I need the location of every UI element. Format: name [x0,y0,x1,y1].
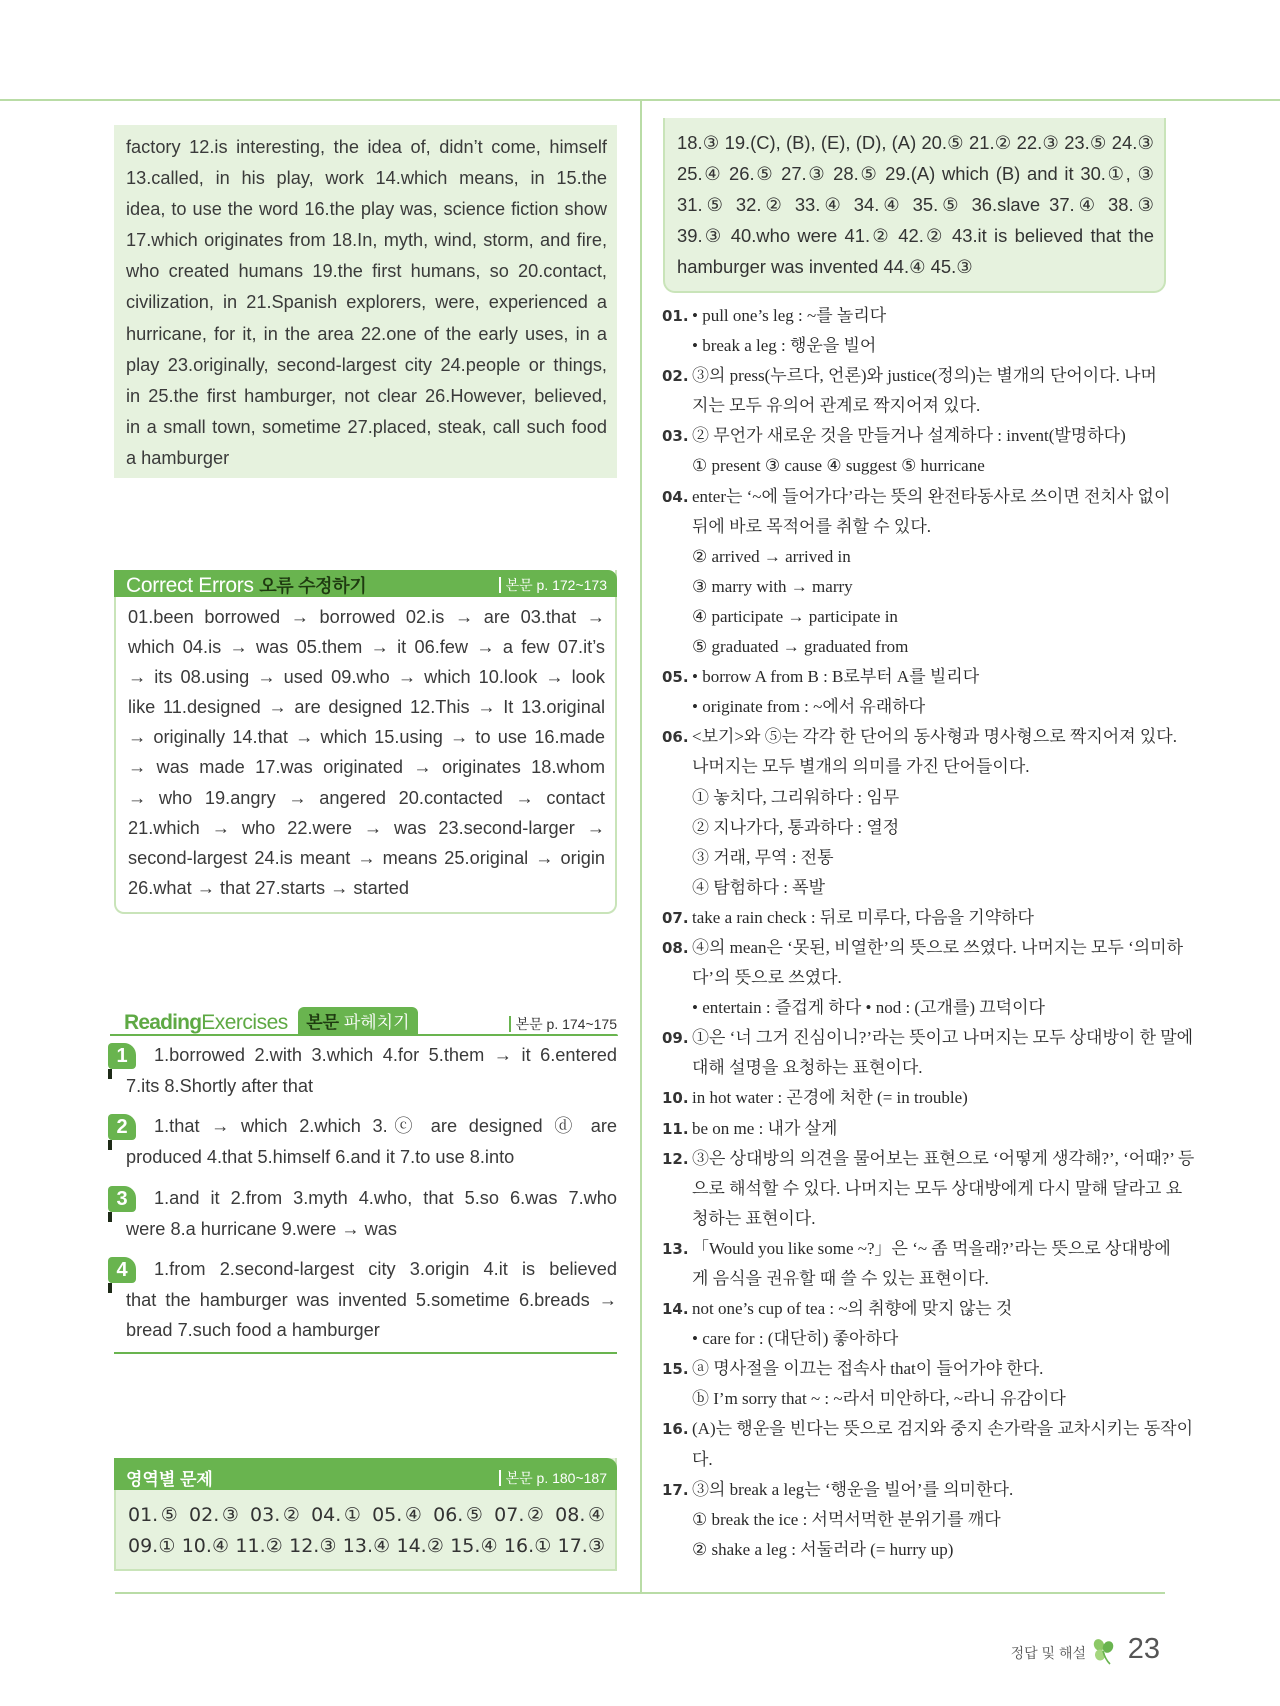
answer-line: 13.called, in his play, work 14.which means, in 15.the [126,168,607,189]
correct-errors-section [114,570,617,914]
explanation-line: (A)는 행운을 빈다는 뜻으로 검지와 중지 손가락을 교차시키는 동작이 [692,1419,1193,1439]
explanation-line: ④ participate → participate in [692,606,898,626]
section-title: 영역별 문제 [126,1470,213,1489]
explanation-line: ⑤ graduated → graduated from [692,637,909,657]
answer-line: produced 4.that 5.himself 6.and it 7.to use 8.into [126,1146,515,1167]
section-title-light: Exercises [201,1011,288,1034]
answer-line: 18.③ 19.(C), (B), (E), (D), (A) 20.⑤ 21.② 22.③ 23.⑤ 24.③ [677,132,1154,153]
explanation-line: ② shake a leg : 서둘러라 (= hurry up) [692,1539,954,1559]
section-title-en: Correct Errors [126,574,254,597]
area-problems-section [114,1458,617,1571]
explanation-item [662,1354,1172,1414]
answer-line: → who 19.angry → angered 20.contacted → contact [128,787,605,808]
column-divider [640,101,642,1593]
explanation-number: 10. [662,1089,689,1108]
explanation-number: 05. [662,668,689,687]
answer-line: hurricane, for it, in the area 22.one of the early uses, in a [126,323,607,344]
answer-line: 01.⑤ 02.③ 03.② 04.① 05.④ 06.⑤ 07.② 08.④ [128,1504,605,1526]
page-number: 23 [1127,1633,1160,1665]
footer-label: 정답 및 해설 [1010,1645,1086,1661]
answer-line: 1.borrowed 2.with 3.which 4.for 5.them → it 6.entered [154,1045,617,1065]
explanation-line: 청하는 표현이다. [692,1208,816,1228]
explanation-number: 16. [662,1420,689,1439]
explanation-number: 02. [662,367,689,386]
section-title-bold: Reading [124,1011,202,1034]
answer-line: idea, to use the word 16.the play was, science fiction show [126,199,607,220]
explanation-line: • entertain : 즐겁게 하다 • nod : (고개를) 끄덕이다 [692,998,1045,1018]
explanation-line: <보기>와 ⑤는 각각 한 단어의 동사형과 명사형으로 짝지어져 있다. [692,727,1177,747]
explanation-item [662,1083,1172,1113]
answer-line: in 25.the first hamburger, not clear 26.However, believed, [126,385,607,406]
explanation-line: ⓐ 명사절을 이끄는 접속사 that이 들어가야 한다. [692,1359,1044,1379]
reading-exercises-header [124,1007,617,1037]
exercise-number-badge: 4 [108,1257,136,1283]
explanation-item [662,1144,1195,1234]
exercise-item [114,1040,617,1101]
explanation-item [662,1023,1194,1083]
answer-line: hamburger was invented 44.④ 45.③ [677,256,973,277]
page-reference: 본문 p. 180~187 [499,1468,607,1488]
answer-line: 31.⑤ 32.② 33.④ 34.④ 35.⑤ 36.slave 37.④ 38.③ [677,194,1154,215]
explanation-line: enter는 ‘~에 들어가다’라는 뜻의 완전타동사로 쓰이면 전치사 없이 [692,486,1171,506]
explanation-item [662,421,1172,481]
answer-line: 1.that → which 2.which 3.ⓒ are designed ⓓ are [154,1116,617,1136]
explanation-line: ② 지나가다, 통과하다 : 열정 [692,817,900,837]
explanation-line: 으로 해석할 수 있다. 나머지는 모두 상대방에게 다시 말해 달라고 요 [692,1178,1183,1198]
explanation-line: • pull one’s leg : ~를 놀리다 [692,306,887,325]
explanation-item [662,301,1172,361]
explanation-line: ③의 press(누르다, 언론)와 justice(정의)는 별개의 단어이다. 나머 [692,366,1157,386]
explanation-number: 09. [662,1029,689,1048]
section-body [116,597,615,909]
explanation-line: • borrow A from B : B로부터 A를 빌리다 [692,667,980,687]
answer-line: 17.which originates from 18.In, myth, wind, storm, and fire, [126,230,607,251]
explanation-item [662,361,1172,421]
exercise-item [114,1183,617,1244]
explanation-line: 지는 모두 유의어 관계로 짝지어져 있다. [692,396,981,416]
answer-line: civilization, in 21.Spanish explorers, were, experienced a [126,292,607,313]
exercise-item [114,1254,617,1346]
explanation-line: 「Would you like some ~?」은 ‘~ 좀 먹을래?’라는 뜻으로 상대방에 [692,1238,1171,1258]
section-header [114,570,617,597]
exercise-number-badge: 1 [108,1043,136,1069]
answer-line: 7.its 8.Shortly after that [126,1075,314,1096]
answer-line: → originally 14.that → which 15.using → to use 16.made [128,727,605,748]
top-right-answer-box [663,118,1166,293]
answer-line: which 04.is → was 05.them → it 06.few → a few 07.it’s [128,637,605,658]
answer-line: → was made 17.was originated → originates 18.whom [128,757,605,778]
explanation-number: 07. [662,908,689,927]
explanation-line: 게 음식을 권유할 때 쓸 수 있는 표현이다. [692,1269,989,1288]
explanation-line: ③의 break a leg는 ‘행운을 빌어’를 의미한다. [692,1479,1014,1499]
explanation-number: 13. [662,1239,689,1258]
explanation-line: ① break the ice : 서먹서먹한 분위기를 깨다 [692,1509,1001,1529]
explanation-number: 15. [662,1360,689,1379]
answer-line: bread 7.such food a hamburger [126,1320,380,1341]
answer-line: factory 12.is interesting, the idea of, didn’t come, himself [126,137,607,157]
answer-line: who created humans 19.the first humans, so 20.contact, [126,261,607,282]
explanation-number: 04. [662,487,689,506]
explanation-number: 14. [662,1300,689,1319]
answer-line: play 23.originally, second-largest city 24.people or things, [126,354,607,375]
explanation-line: ① present ③ cause ④ suggest ⑤ hurricane [692,456,985,476]
explanation-line: ② 무언가 새로운 것을 만들거나 설계하다 : invent(발명하다) [692,426,1126,446]
explanation-item [662,903,1172,933]
explanation-line: take a rain check : 뒤로 미루다, 다음을 기약하다 [692,907,1034,927]
explanation-line: ③은 상대방의 의견을 물어보는 표현으로 ‘어떻게 생각해?’, ‘어때?’ 등 [692,1148,1195,1168]
clover-icon [1090,1637,1116,1665]
section-badge: 본문 파헤치기 [298,1007,417,1035]
explanation-line: 나머지는 모두 별개의 의미를 가진 단어들이다. [692,757,1030,777]
exercise-number-badge: 2 [108,1114,136,1140]
explanation-line: ④의 mean은 ‘못된, 비열한’의 뜻으로 쓰였다. 나머지는 모두 ‘의미하 [692,937,1184,957]
explanation-item [662,722,1177,903]
explanation-number: 11. [662,1119,689,1138]
explanation-item [662,1414,1193,1474]
answer-line: were 8.a hurricane 9.were → was [126,1218,397,1239]
explanation-line: • care for : (대단히) 좋아하다 [692,1329,899,1349]
explanation-item [662,482,1172,663]
explanation-line: ⓑ I’m sorry that ~ : ~라서 미안하다, ~라니 유감이다 [692,1389,1066,1409]
explanation-item [662,933,1184,1023]
explanation-item [662,662,1172,722]
answer-line: 1.from 2.second-largest city 3.origin 4.it is believed [154,1259,617,1279]
page-reference: 본문 p. 172~173 [499,575,607,595]
explanations-list [662,301,1195,1565]
explanation-line: 뒤에 바로 목적어를 취할 수 있다. [692,516,931,536]
explanation-line: in hot water : 곤경에 처한 (= in trouble) [692,1088,968,1108]
answer-line: that the hamburger was invented 5.sometime 6.breads → [126,1289,617,1310]
explanation-item [662,1294,1172,1354]
explanation-number: 06. [662,728,689,747]
explanation-line: 다. [692,1449,713,1469]
top-left-answer-box [114,125,617,478]
explanation-number: 17. [662,1480,689,1499]
explanation-line: ③ 거래, 무역 : 전통 [692,847,834,867]
explanation-number: 12. [662,1149,689,1168]
bottom-rule [115,1592,1165,1594]
exercise-item [114,1111,617,1172]
explanation-item [662,1475,1172,1565]
explanation-item [662,1114,1172,1144]
explanation-number: 08. [662,938,689,957]
answer-line: 39.③ 40.who were 41.② 42.② 43.it is believed that the [677,225,1154,246]
answer-line: → its 08.using → used 09.who → which 10.look → look [128,667,605,688]
answer-line: 25.④ 26.⑤ 27.③ 28.⑤ 29.(A) which (B) and it 30.①, ③ [677,163,1154,184]
answer-line: 1.and it 2.from 3.myth 4.who, that 5.so 6.was 7.who [154,1188,617,1208]
answer-line: 09.① 10.④ 11.② 12.③ 13.④ 14.② 15.④ 16.① 17.③ [128,1535,605,1557]
section-rule [114,1352,617,1354]
explanation-line: 다’의 뜻으로 쓰였다. [692,968,842,988]
section-header [114,1458,617,1490]
explanation-number: 01. [662,307,689,325]
answer-line: a hamburger [126,447,230,468]
page-reference: 본문 p. 174~175 [509,1014,617,1034]
explanation-line: ①은 ‘너 그거 진심이니?’라는 뜻이고 나머지는 모두 상대방이 한 말에 [692,1028,1194,1048]
explanation-line: ④ 탐험하다 : 폭발 [692,877,826,897]
explanation-line: • originate from : ~에서 유래하다 [692,697,926,717]
answer-line: 21.which → who 22.were → was 23.second-larger → [128,817,605,838]
explanation-line: ③ marry with → marry [692,576,853,596]
answer-line: like 11.designed → are designed 12.This → It 13.original [128,697,605,718]
answer-line: in a small town, sometime 27.placed, steak, call such food [126,416,607,437]
explanation-line: not one’s cup of tea : ~의 취향에 맞지 않는 것 [692,1299,1013,1319]
explanation-line: 대해 설명을 요청하는 표현이다. [692,1058,923,1078]
exercise-number-badge: 3 [108,1186,136,1212]
answer-line: second-largest 24.is meant → means 25.original → origin [128,847,605,868]
section-title-ko: 오류 수정하기 [259,576,367,596]
section-rule [110,1034,618,1036]
answer-line: 26.what → that 27.starts → started [128,877,410,898]
explanation-number: 03. [662,427,689,446]
answer-line: 01.been borrowed → borrowed 02.is → are 03.that → [128,607,605,627]
explanation-line: ① 놓치다, 그리워하다 : 임무 [692,787,900,807]
explanation-line: be on me : 내가 살게 [692,1118,838,1138]
explanation-item [662,1234,1172,1294]
explanation-line: ② arrived → arrived in [692,546,851,566]
section-body [128,1500,605,1562]
explanation-line: • break a leg : 행운을 빌어 [692,336,877,356]
